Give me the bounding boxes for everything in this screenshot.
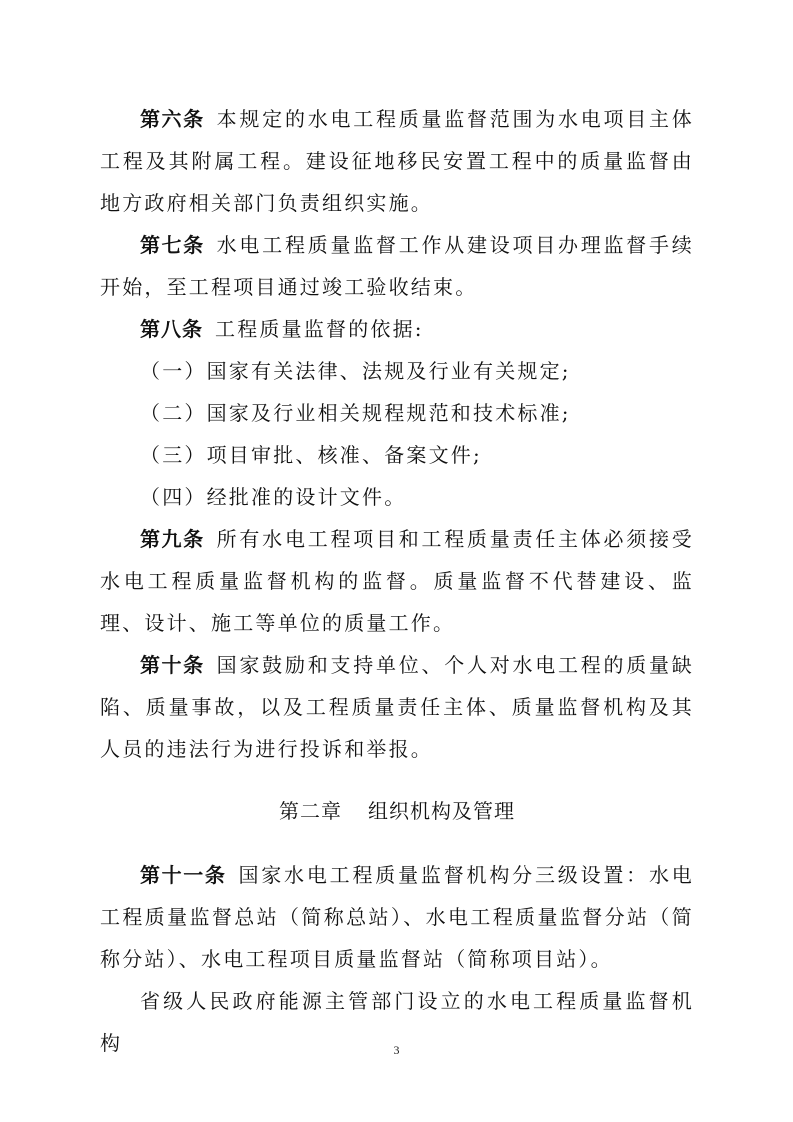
article-text: 本规定的水电工程质量监督范围为水电项目主体工程及其附属工程。建设征地移民安置工程中的质量监督由地方政府相关部门负责组织实施。 bbox=[100, 107, 694, 215]
article-text: 国家鼓励和支持单位、个人对水电工程的质量缺陷、质量事故，以及工程质量责任主体、质量监督机构及其人员的违法行为进行投诉和举报。 bbox=[100, 653, 694, 761]
article-number: 第六条 bbox=[140, 107, 205, 131]
chapter-number: 第二章 bbox=[279, 799, 342, 823]
article-text: 国家水电工程质量监督机构分三级设置：水电工程质量监督总站（简称总站）、水电工程质量监督分站（简称分站）、水电工程项目质量监督站（简称项目站）。 bbox=[100, 863, 695, 971]
article-7 bbox=[100, 224, 694, 308]
article-number: 第九条 bbox=[140, 527, 205, 551]
chapter-heading bbox=[100, 790, 694, 832]
article-number: 第七条 bbox=[140, 233, 205, 257]
article-number: 第十条 bbox=[140, 653, 205, 677]
list-item: （一）国家有关法律、法规及行业有关规定; bbox=[140, 359, 571, 383]
article-text: 工程质量监督的依据: bbox=[215, 317, 424, 341]
article-number: 第八条 bbox=[140, 317, 203, 341]
article-6 bbox=[100, 98, 694, 224]
article-text: 水电工程质量监督工作从建设项目办理监督手续开始，至工程项目通过竣工验收结束。 bbox=[100, 233, 694, 299]
article-10 bbox=[100, 644, 694, 770]
chapter-title: 组织机构及管理 bbox=[368, 799, 515, 823]
article-9 bbox=[100, 518, 694, 644]
list-item: （二）国家及行业相关规程规范和技术标准; bbox=[140, 401, 571, 425]
article-8 bbox=[100, 308, 694, 350]
article-number: 第十一条 bbox=[140, 863, 227, 887]
list-item: （三）项目审批、核准、备案文件; bbox=[140, 443, 482, 467]
article-text: 所有水电工程项目和工程质量责任主体必须接受水电工程质量监督机构的监督。质量监督不代替建设、监理、设计、施工等单位的质量工作。 bbox=[100, 527, 694, 635]
page-number: 3 bbox=[393, 1043, 400, 1057]
article-11 bbox=[100, 854, 694, 980]
paragraph: 省级人民政府能源主管部门设立的水电工程质量监督机构 bbox=[100, 989, 694, 1055]
document-body bbox=[100, 98, 694, 1064]
list-item: （四）经批准的设计文件。 bbox=[140, 485, 407, 509]
